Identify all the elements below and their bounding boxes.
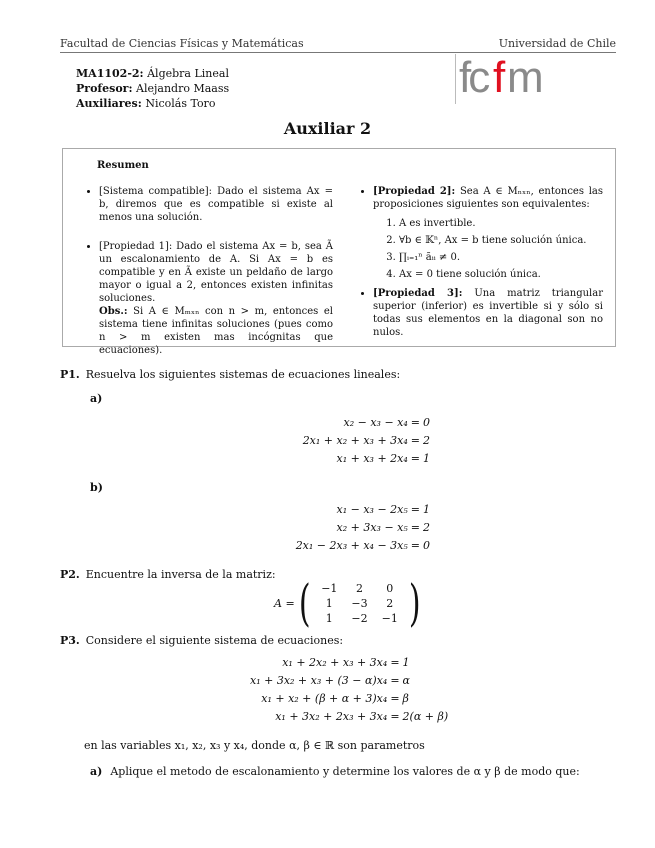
- svg-text:f: f: [493, 54, 506, 102]
- matrix-cell: 1: [325, 596, 333, 610]
- part-3a: [90, 765, 580, 778]
- svg-text:m: m: [507, 54, 544, 102]
- eq-rhs: 0: [423, 539, 430, 552]
- summary-item: [99, 185, 333, 224]
- header-university: Universidad de Chile: [498, 37, 616, 50]
- right-paren: ): [408, 574, 421, 632]
- eq-lhs: 2x₁ − 2x₃ + x₄ − 3x₅: [295, 539, 408, 552]
- problem-label: P2.: [60, 568, 80, 581]
- left-paren: (: [298, 574, 311, 632]
- part-text: Aplique el metodo de escalonamiento y determine los valores de α y β de modo que:: [110, 765, 580, 778]
- auxiliary-line: [76, 96, 215, 111]
- auxiliary-name: Nicolás Toro: [145, 97, 216, 110]
- problem-3: [60, 634, 343, 647]
- equivalence-item: 1. A es invertible.: [399, 217, 603, 230]
- matrix-lhs: A =: [274, 596, 295, 610]
- summary-heading: Resumen: [97, 160, 149, 171]
- eq-lhs: x₂ + 3x₃ − x₅: [336, 521, 408, 534]
- svg-text:fc: fc: [459, 54, 488, 102]
- system-1b: x₁ − x₃ − 2x₅ = 1 x₂ + 3x₃ − x₅ = 2 2x₁ − 2x₃ + x₄ − 3x₅ = 0: [296, 501, 430, 555]
- problem-text: Resuelva los siguientes sistemas de ecuaciones lineales:: [85, 368, 401, 381]
- eq-rhs: α: [402, 674, 410, 687]
- equivalence-item: 4. Ax = 0 tiene solución única.: [399, 268, 603, 281]
- header-faculty: Facultad de Ciencias Físicas y Matemáticas: [60, 37, 304, 50]
- eq-rhs: 1: [423, 503, 430, 516]
- item-tag: [Propiedad 1]:: [99, 241, 173, 252]
- course-label: MA1102-2:: [76, 67, 144, 80]
- eq-rhs: 2: [423, 521, 430, 534]
- equivalence-item: 3. ∏ᵢ₌₁ⁿ ãᵢᵢ ≠ 0.: [399, 251, 603, 264]
- eq-rhs: 1: [423, 452, 430, 465]
- problem-1: [60, 368, 400, 381]
- matrix-cell: −1: [381, 611, 398, 625]
- system-1a: x₂ − x₃ − x₄ = 0 2x₁ + x₂ + x₃ + 3x₄ = 2 x₁ + x₃ + 2x₄ = 1: [303, 414, 430, 468]
- problem-text: Considere el siguiente sistema de ecuaciones:: [85, 634, 344, 647]
- eq-rhs: 0: [423, 416, 430, 429]
- eq-lhs: x₁ + x₂ + (β + α + 3)x₄: [261, 692, 388, 705]
- fcfm-logo: [455, 54, 545, 104]
- problem-text: Encuentre la inversa de la matriz:: [85, 568, 276, 581]
- system-3: x₁ + 2x₂ + x₃ + 3x₄ = 1 x₁ + 3x₂ + x₃ + (3 − α)x₄ = α x₁ + x₂ + (β + α + 3)x₄ = β x₁ + 3x₂ + 2x₃ + 3x₄ = 2(α + β): [250, 654, 448, 726]
- eq-rhs: 2: [423, 434, 430, 447]
- item-text: Dado el sistema Ax = b, sea Ã un escalonamiento de A. Si Ax = b es compatible y en Ã existe un peldaño de largo mayor o igual a 2, entonces existen infinitas soluciones.: [99, 241, 333, 304]
- problem-2: [60, 568, 276, 581]
- matrix-cell: 1: [325, 611, 333, 625]
- problem-label: P3.: [60, 634, 80, 647]
- obs-label: Obs.:: [99, 306, 128, 317]
- professor-line: [76, 81, 229, 96]
- page-title: Auxiliar 2: [283, 119, 372, 138]
- professor-label: Profesor:: [76, 82, 133, 95]
- item-text: Una matriz triangular superior (inferior) es invertible si y sólo si todas sus elementos en la diagonal son no nulos.: [373, 288, 603, 338]
- course-line: [76, 66, 229, 81]
- matrix-cell: 2: [356, 581, 364, 595]
- eq-lhs: x₁ − x₃ − 2x₅: [336, 503, 408, 516]
- auxiliary-label: Auxiliares:: [76, 97, 142, 110]
- course-name: Álgebra Lineal: [147, 67, 229, 80]
- eq-rhs: 2(α + β): [402, 710, 449, 723]
- matrix-cell: 2: [386, 596, 394, 610]
- summary-left-column: [85, 185, 333, 373]
- matrix-A: [274, 574, 424, 632]
- matrix-cell: 0: [386, 581, 394, 595]
- summary-item: [373, 287, 603, 339]
- item-tag: [Sistema compatible]:: [99, 186, 213, 197]
- part-label: a): [90, 765, 103, 778]
- problem-label: P1.: [60, 368, 80, 381]
- eq-lhs: 2x₁ + x₂ + x₃ + 3x₄: [302, 434, 408, 447]
- item-text: Sea A ∈ Mₙₓₙ, entonces las proposiciones siguientes son equivalentes:: [373, 186, 604, 210]
- professor-name: Alejandro Maass: [136, 82, 230, 95]
- eq-lhs: x₁ + x₃ + 2x₄: [336, 452, 408, 465]
- item-text: Dado el sistema Ax = b, diremos que es compatible si existe al menos una solución.: [99, 186, 333, 223]
- matrix-cell: −2: [351, 611, 368, 625]
- item-tag: [Propiedad 3]:: [373, 288, 463, 299]
- eq-lhs: x₂ − x₃ − x₄: [343, 416, 408, 429]
- summary-item: [373, 185, 603, 281]
- eq-rhs: β: [402, 692, 409, 705]
- eq-lhs: x₁ + 2x₂ + x₃ + 3x₄: [282, 656, 388, 669]
- matrix-cell: −3: [351, 596, 368, 610]
- summary-item: [99, 240, 333, 357]
- header-rule: [60, 52, 616, 53]
- summary-right-column: [359, 185, 603, 355]
- part-a-label: a): [90, 392, 103, 405]
- matrix-cell: −1: [321, 581, 338, 595]
- eq-rhs: 1: [402, 656, 410, 669]
- variables-text: en las variables x₁, x₂, x₃ y x₄, donde α, β ∈ ℝ son parametros: [84, 739, 425, 752]
- part-b-label: b): [90, 481, 103, 494]
- eq-lhs: x₁ + 3x₂ + 2x₃ + 3x₄: [275, 710, 388, 723]
- equivalence-item: 2. ∀b ∈ 𝕂ⁿ, Ax = b tiene solución única.: [399, 234, 603, 247]
- summary-box: [62, 148, 616, 356]
- item-tag: [Propiedad 2]:: [373, 186, 456, 197]
- obs-text: Si A ∈ Mₘₓₙ con n > m, entonces el sistema tiene infinitas soluciones (pues como n > m existen mas incógnitas que ecuaciones).: [99, 306, 333, 356]
- eq-lhs: x₁ + 3x₂ + x₃ + (3 − α)x₄: [250, 674, 388, 687]
